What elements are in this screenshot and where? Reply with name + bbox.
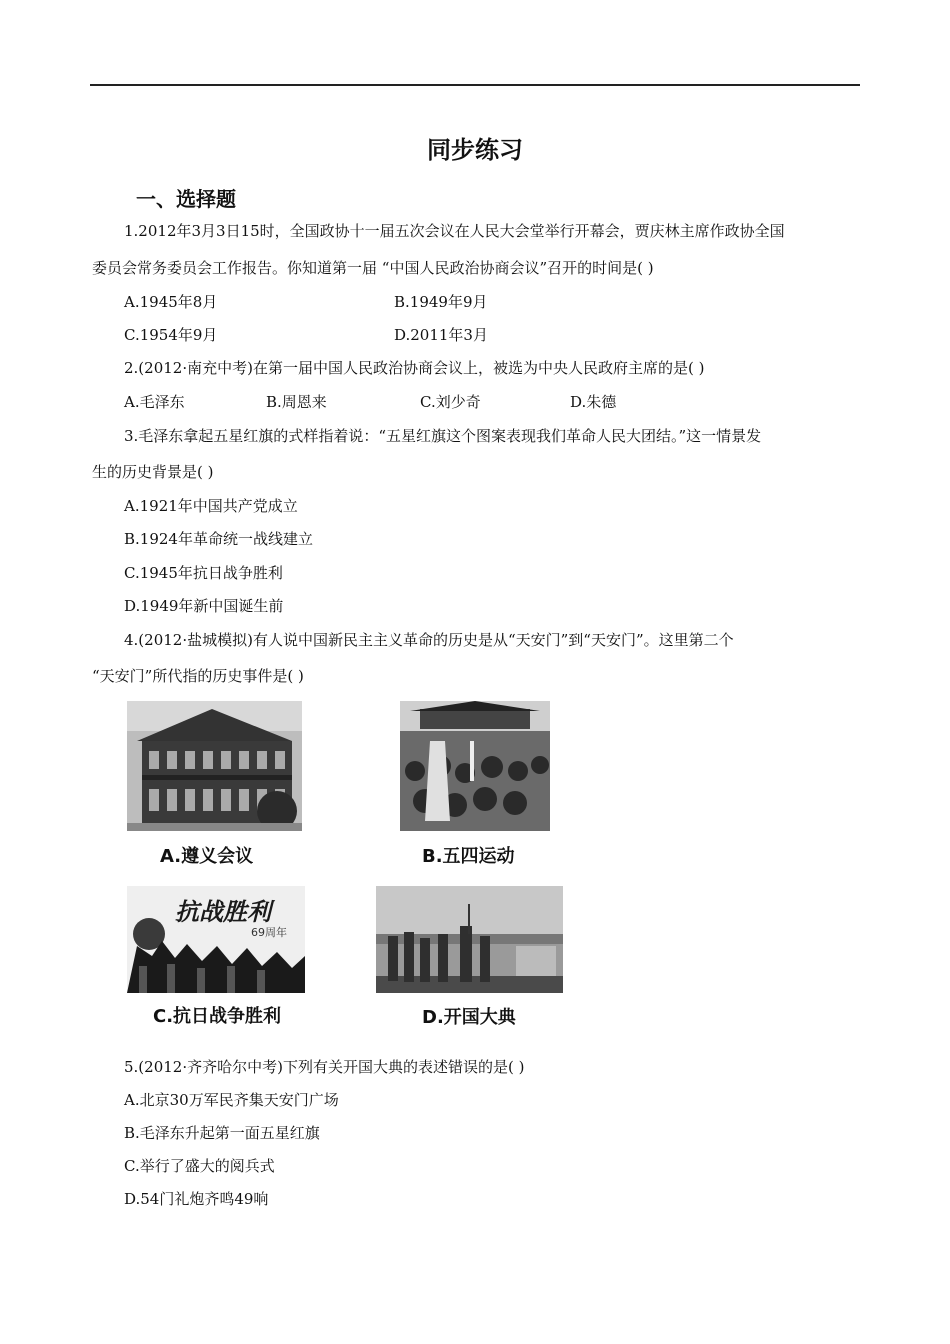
q2-text: 2.(2012·南充中考)在第一届中国人民政治协商会议上，被选为中央人民政府主席的是( ): [124, 359, 705, 377]
q4-caption-a: A.遵义会议: [160, 846, 254, 867]
q1-option-d: D.2011年3月: [394, 326, 488, 344]
q4-text-line2: “天安门”所代指的历史事件是( ): [92, 667, 304, 685]
q3-option-c: C.1945年抗日战争胜利: [124, 564, 283, 582]
section-heading: 一、选择题: [136, 187, 236, 211]
q1-option-a: A.1945年8月: [124, 293, 218, 311]
q1-text-line2: 委员会常务委员会工作报告。你知道第一届 “中国人民政治协商会议”召开的时间是( ): [92, 259, 654, 277]
founding-ceremony-photo: [376, 886, 563, 993]
q4-text-line1: 4.(2012·盐城模拟)有人说中国新民主主义革命的历史是从“天安门”到“天安门”。这里第二个: [124, 631, 734, 649]
victory-poster-image: [127, 886, 305, 993]
q5-text: 5.(2012·齐齐哈尔中考)下列有关开国大典的表述错误的是( ): [124, 1058, 525, 1076]
q5-option-a: A.北京30万军民齐集天安门广场: [124, 1091, 339, 1109]
q1-option-c: C.1954年9月: [124, 326, 218, 344]
q2-option-c: C.刘少奇: [420, 393, 481, 411]
page-title: 同步练习: [427, 136, 523, 164]
may-fourth-photo: [400, 701, 550, 831]
q5-option-d: D.54门礼炮齐鸣49响: [124, 1190, 269, 1208]
q3-option-d: D.1949年新中国诞生前: [124, 597, 284, 615]
poster-subtitle: 69周年: [251, 926, 287, 939]
q3-option-a: A.1921年中国共产党成立: [124, 497, 298, 515]
q2-option-d: D.朱德: [570, 393, 617, 411]
header-rule: [90, 84, 860, 86]
q1-option-b: B.1949年9月: [394, 293, 488, 311]
q1-text-line1: 1.2012年3月3日15时，全国政协十一届五次会议在人民大会堂举行开幕会，贾庆林主席作政协全国: [124, 222, 785, 240]
q3-option-b: B.1924年革命统一战线建立: [124, 530, 313, 548]
q2-option-b: B.周恩来: [266, 393, 327, 411]
q5-option-b: B.毛泽东升起第一面五星红旗: [124, 1124, 320, 1142]
q5-option-c: C.举行了盛大的阅兵式: [124, 1157, 275, 1175]
zunyi-building-photo: [127, 701, 302, 831]
q4-caption-d: D.开国大典: [422, 1007, 516, 1028]
q4-caption-b: B.五四运动: [422, 846, 515, 867]
q2-option-a: A.毛泽东: [124, 393, 185, 411]
q4-caption-c: C.抗日战争胜利: [153, 1006, 282, 1027]
q3-text-line1: 3.毛泽东拿起五星红旗的式样指着说：“五星红旗这个图案表现我们革命人民大团结。”这一情景发: [124, 427, 762, 445]
q3-text-line2: 生的历史背景是( ): [92, 463, 214, 481]
poster-title: 抗战胜利: [175, 898, 271, 926]
